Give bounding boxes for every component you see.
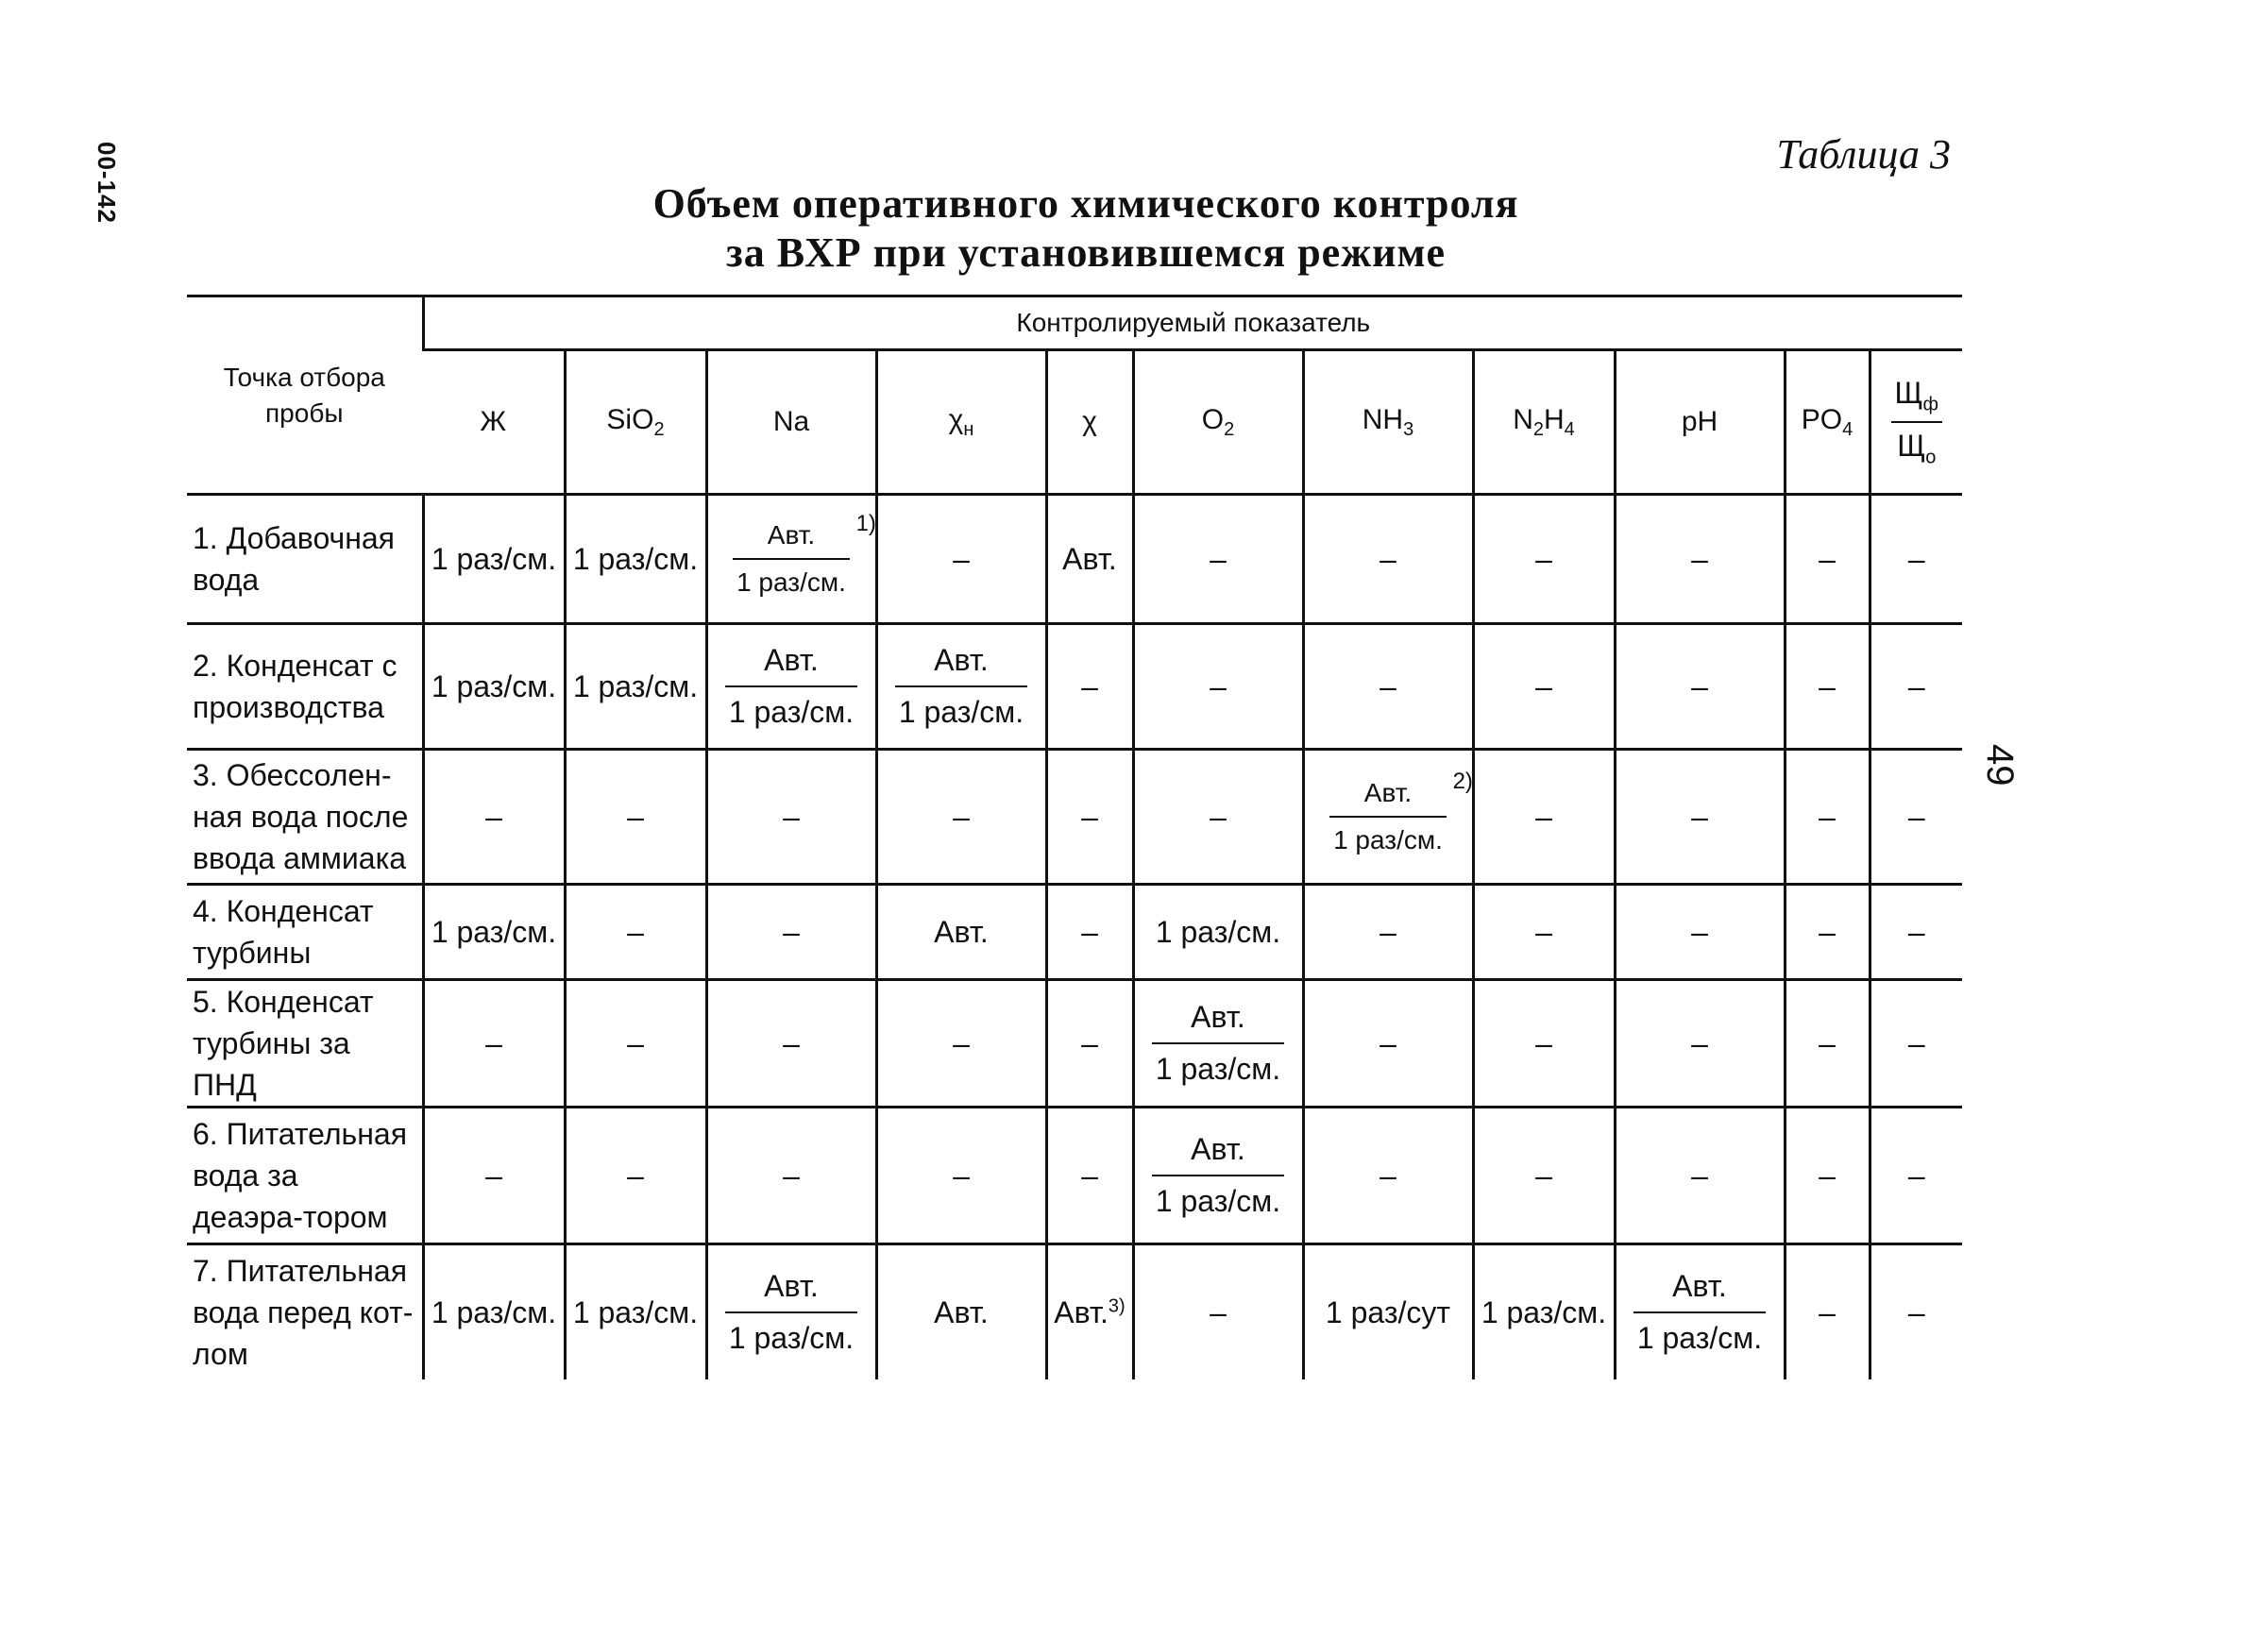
cell: 1 раз/см. <box>565 1244 706 1380</box>
table-row <box>187 624 1962 750</box>
table-title-line1: Объем оперативного химического контроля <box>652 180 1519 227</box>
cell: – <box>1133 1244 1303 1380</box>
cell: – <box>1870 750 1962 885</box>
col-header-alkalinity-ratio: $\frac{Щ_ф}{Щ_о}$ <box>1870 350 1962 495</box>
cell: – <box>565 750 706 885</box>
cell: 1 раз/см. <box>423 624 565 750</box>
cell: – <box>1615 624 1785 750</box>
col-header-po4: $PO_4$ <box>1785 350 1870 495</box>
cell: – <box>1046 980 1133 1108</box>
cell: – <box>1785 495 1870 624</box>
row-label: 7. Питательная вода перед кот-лом <box>193 1254 414 1371</box>
cell: – <box>876 980 1046 1108</box>
cell: – <box>1303 495 1473 624</box>
cell: – <box>1615 1108 1785 1244</box>
col-header-chi: χ <box>1046 350 1133 495</box>
cell: – <box>1473 624 1615 750</box>
cell-fraction: Авт. 1 раз/см. 2) <box>1303 750 1473 885</box>
document-code: 00-142 <box>93 142 121 224</box>
col-header-sio2: SiO$_2$ <box>565 350 706 495</box>
cell: – <box>1615 495 1785 624</box>
cell: 1 раз/см. <box>565 624 706 750</box>
cell: – <box>1046 624 1133 750</box>
cell: – <box>1303 1108 1473 1244</box>
cell: – <box>1785 885 1870 980</box>
table-label: Таблица 3 <box>1776 131 1951 178</box>
cell: – <box>1615 885 1785 980</box>
row-label: 5. Конденсат турбины за ПНД <box>187 980 423 1108</box>
cell: – <box>706 750 876 885</box>
cell: – <box>1303 885 1473 980</box>
cell: – <box>1303 980 1473 1108</box>
table-row <box>187 980 1962 1108</box>
cell: – <box>1473 495 1615 624</box>
cell: – <box>1785 624 1870 750</box>
cell: – <box>1303 624 1473 750</box>
cell-fraction: $\frac{\text{Авт.}}{\text{1 раз/см.}}$ <box>1133 1108 1303 1244</box>
cell: – <box>706 885 876 980</box>
cell: – <box>1870 624 1962 750</box>
cell-fraction: Авт. 1 раз/см. 1) <box>706 495 876 624</box>
cell: – <box>1473 980 1615 1108</box>
table-row <box>187 495 1962 624</box>
col-header-zh: Ж <box>423 350 565 495</box>
cell: – <box>1870 1108 1962 1244</box>
table-row <box>187 885 1962 980</box>
cell: 1 раз/см. <box>565 495 706 624</box>
cell: – <box>1870 885 1962 980</box>
cell: – <box>1133 624 1303 750</box>
cell: – <box>565 980 706 1108</box>
cell: – <box>1615 750 1785 885</box>
cell: 1 раз/см. <box>1133 885 1303 980</box>
page-number: 49 <box>1979 744 2021 787</box>
cell: 1 раз/см. <box>1473 1244 1615 1380</box>
cell: Авт. <box>1046 495 1133 624</box>
cell: – <box>876 1108 1046 1244</box>
cell-fraction: $\frac{\text{Авт.}}{\text{1 раз/см.}}$ <box>876 624 1046 750</box>
cell: – <box>1133 495 1303 624</box>
cell: – <box>1473 1108 1615 1244</box>
cell: – <box>1615 980 1785 1108</box>
col-header-chi-n: $\chi_н$ <box>876 350 1046 495</box>
table-row <box>187 1108 1962 1244</box>
cell: – <box>1133 750 1303 885</box>
cell-with-footnote: Авт.$^{3)}$ <box>1046 1244 1133 1380</box>
header-group-controlled-parameter: Контролируемый показатель <box>423 296 1962 350</box>
cell: – <box>565 1108 706 1244</box>
col-header-nh3: $NH_3$ <box>1303 350 1473 495</box>
cell: – <box>423 750 565 885</box>
cell: – <box>1046 1108 1133 1244</box>
cell: – <box>1870 1244 1962 1380</box>
cell: – <box>1473 885 1615 980</box>
cell: – <box>1046 885 1133 980</box>
cell-fraction: $\frac{\text{Авт.}}{\text{1 раз/см.}}$ <box>1615 1244 1785 1380</box>
col-header-ph: pH <box>1615 350 1785 495</box>
cell: 1 раз/см. <box>423 1244 565 1380</box>
cell: – <box>706 1108 876 1244</box>
cell: – <box>1785 1244 1870 1380</box>
cell: – <box>565 885 706 980</box>
cell: – <box>1785 980 1870 1108</box>
table-row <box>187 1244 1962 1380</box>
cell: – <box>706 980 876 1108</box>
col-header-n2h4: $N_2H_4$ <box>1473 350 1615 495</box>
cell: – <box>1870 980 1962 1108</box>
control-table <box>187 295 1962 1379</box>
cell: 1 раз/сут <box>1303 1244 1473 1380</box>
cell-fraction: $\frac{\text{Авт.}}{\text{1 раз/см.}}$ <box>1133 980 1303 1108</box>
header-sampling-point: Точка отбора пробы <box>187 296 423 495</box>
cell: – <box>1785 750 1870 885</box>
cell: 1 раз/см. <box>423 885 565 980</box>
table-row <box>187 750 1962 885</box>
cell-fraction: $\frac{\text{Авт.}}{\text{1 раз/см.}}$ <box>706 1244 876 1380</box>
cell: – <box>1046 750 1133 885</box>
col-header-na: Na <box>706 350 876 495</box>
cell: Авт. <box>876 885 1046 980</box>
cell: – <box>1785 1108 1870 1244</box>
col-header-o2: $O_2$ <box>1133 350 1303 495</box>
row-label: 6. Питательная вода за деаэра-тором <box>187 1108 423 1244</box>
cell: – <box>423 1108 565 1244</box>
row-label: 4. Конденсат турбины <box>187 885 423 980</box>
row-label: 2. Конденсат с производства <box>187 624 423 750</box>
cell: – <box>1870 495 1962 624</box>
cell: – <box>1473 750 1615 885</box>
cell: – <box>876 750 1046 885</box>
cell-fraction: $\frac{\text{Авт.}}{\text{1 раз/см.}}$ <box>706 624 876 750</box>
row-label: 3. Обессолен-ная вода после ввода аммиака <box>187 750 423 885</box>
cell: – <box>423 980 565 1108</box>
cell: Авт. <box>876 1244 1046 1380</box>
cell: – <box>876 495 1046 624</box>
row-label: 1. Добавочная вода <box>187 495 423 624</box>
cell: 1 раз/см. <box>423 495 565 624</box>
table-title-line2: за ВХР при установившемся режиме <box>726 229 1446 276</box>
